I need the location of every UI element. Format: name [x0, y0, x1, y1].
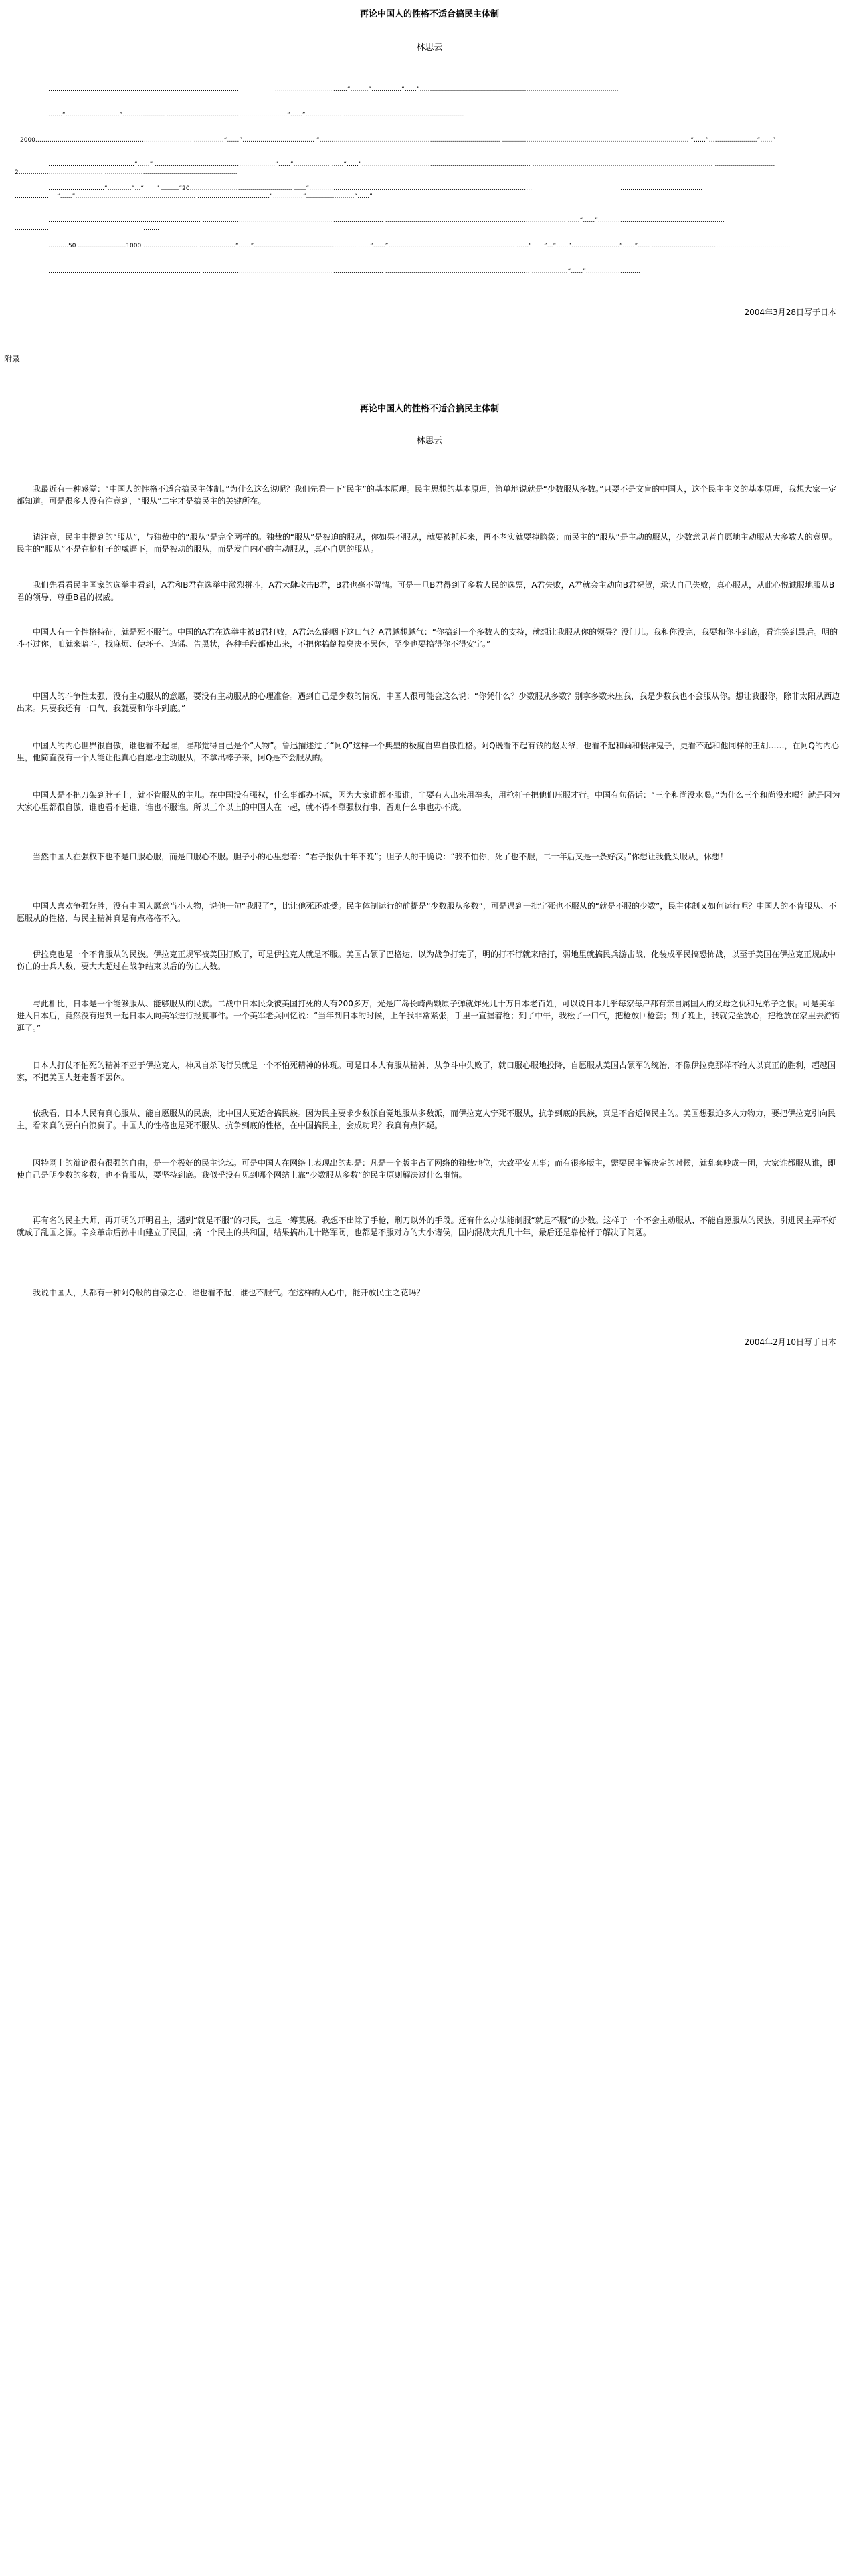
first-title: 再论中国人的性格不适合搞民主体制 [359, 9, 499, 19]
first-author: 林思云 [416, 43, 443, 53]
second-paragraph-4: 中国人有一个性格特征，就是死不服气。中国的A君在选举中被B君打败，A君怎么能咽下这口气？A君越想越气：“你搞到一个多数人的支持，就想让我服从你的领导？没门儿。我和你没完，我要和你斗到底，看谁笑到最后。明的斗不过你，咱就来暗斗，找麻烦、使坏子、造谣、告黑状，各种手段都使出来，不把你搞倒搞臭决不罢休，至少也要搞得你不得安宁。” [17, 627, 838, 649]
second-paragraph-3: 我们先看看民主国家的选举中看到，A君和B君在选举中激烈拼斗，A君大肆攻击B君，B君也毫不留情。可是一旦B君得到了多数人民的选票，A君失败，A君就会主动向B君祝贺，承认自己失败，真心服从，从此心悦诚服地服从B君的领导，尊重B君的权威。 [17, 580, 835, 602]
second-paragraph-8: 当然中国人在强权下也不是口服心服，而是口服心不服。胆子小的心里想着：“君子报仇十年不晚”；胆子大的干脆说：“我不怕你，死了也不服，二十年后又是一条好汉。”你想让我低头服从，休想！ [33, 852, 728, 861]
second-paragraph-14: 因特网上的辩论很有很强的自由，是一个极好的民主论坛。可是中国人在网络上表现出的却是：凡是一个版主占了网络的独裁地位，大致平安无事；而有很多版主，需要民主解决定的时候，就乱套吵成一团，大家谁都服从谁，即使自己是明少数的多数，也不肯服从，要坚持到底。我似乎没有见到哪个网站上靠“少数服从多数”的民主原则解决过什么事情。 [17, 1158, 836, 1180]
first-paragraph-1: ……………………………………………………………………………………………………………… ………………………………“………”……………“……”……………………………………………………………………………………… [20, 86, 619, 93]
second-paragraph-11: 与此相比，日本是一个能够服从、能够服从的民族。二战中日本民众被美国打死的人有200多万，光是广岛长崎两颗原子弹就炸死几十万日本老百姓，可以说日本几乎每家每户都有亲自属国人的父母之仇和兄弟子之恨。可是美军进入日本后，竟然没有遇到一起日本人向美军进行报复事件。一个美军老兵回忆说：“当年到日本的时候，上午我非常紧张，手里一直握着枪；到了中午，我松了一口气，把枪放回枪套；到了晚上，我就完全放心，把枪放在家里去游街逛了。” [17, 999, 840, 1033]
second-paragraph-5: 中国人的斗争性太强，没有主动服从的意愿，要没有主动服从的心理准备。遇到自己是少数的情况，中国人很可能会这么说：“你凭什么？少数服从多数？别拿多数来压我，我是少数我也不会服从你。想让我服你，除非太阳从西边出来。只要我还有一口气，我就要和你斗到底。” [17, 691, 840, 713]
second-paragraph-13: 依我看，日本人民有真心服从、能自愿服从的民族，比中国人更适合搞民族。因为民主要求少数派自觉地服从多数派，而伊拉克人宁死不服从，抗争到底的民族，真是不合适搞民主的。美国想强迫多人力物力，要把伊拉克引向民主，看来真的要白白浪费了。中国人的性格也是死不服从、抗争到底的性格，在中国搞民主，会成功吗？我真有点怀疑。 [17, 1109, 836, 1130]
first-paragraph-3: 2000…………………………………………………………………… ……………“……”……………………………… “……………………………………………………………………………… ………………………………………………………………………………… “……”……………………“……” [20, 137, 775, 144]
second-paragraph-7: 中国人是不把刀架到脖子上，就不肯服从的主儿。在中国没有强权，什么事都办不成，因为大家谁都不服谁，非要有人出来用拳头，用枪杆子把他们压服才行。中国有句俗话：“三个和尚没水喝。”为什么三个和尚没水喝？就是因为大家心里都很自傲，谁也看不起谁，谁也不服谁。所以三个以上的中国人在一起，就不得不靠强权行事，否则什么事也办不成。 [17, 790, 840, 812]
second-paragraph-6: 中国人的内心世界很自傲，谁也看不起谁，谁都觉得自己是个“人物”。鲁迅描述过了“阿Q”这样一个典型的极度自卑自傲性格。阿Q既看不起有钱的赵太爷，也看不起和尚和假洋鬼子，更看不起和他同样的王胡……，在阿Q的内心里，他简直没有一个人能让他真心自愿地主动服从，不拿出棒子来，阿Q是不会服从的。 [17, 741, 840, 762]
first-paragraph-4: …………………………………………………“……” ……………………………………………………“……”……………… ……“……”………………………………………………………………………… ……………………………………………………………………………… …………………………2…………………………………… ………………………………………………………… [15, 161, 775, 176]
first-paragraph-5: ……………………………………“…………”…“……” ………“20…………………………………………… ……“………………………………………………………………………………………………… ………………………………………………………………………… …………………“……”…………………………………………………… ………………………………“……………”……………………“……” [15, 185, 703, 200]
second-paragraph-12: 日本人打仗不怕死的精神不亚于伊拉克人，神风自杀飞行员就是一个不怕死精神的体现。可是日本人有服从精神，从争斗中失败了，就口服心服地投降，自愿服从美国占领军的统治，不像伊拉克那样不给人以真正的胜利，超越国家，不把美国人赶走誓不罢休。 [17, 1061, 836, 1082]
first-paragraph-7: ……………………50 ……………………1000 ……………………… ………………“……”…………………………………………… ……“……”……………………………………………………… ……“……”…“……”……………………“……”…… …………………………………………………………… [20, 243, 791, 249]
second-title: 再论中国人的性格不适合搞民主体制 [359, 404, 499, 414]
second-paragraph-16: 我说中国人，大都有一种阿Q般的自傲之心，谁也看不起，谁也不服气。在这样的人心中，能开放民主之花吗？ [33, 1288, 425, 1297]
second-paragraph-10: 伊拉克也是一个不肯服从的民族。伊拉克正规军被美国打败了，可是伊拉克人就是不服。美国占领了巴格达，以为战争打完了，明的打不行就来暗打，弱地里就搞民兵游击战，化装成平民搞恐怖战，以至于美国在伊拉克正规战中伤亡的士兵人数，要大大超过在战争结束以后的伤亡人数。 [17, 950, 836, 971]
second-paragraph-2: 请注意，民主中提到的“服从”，与独裁中的“服从”是完全两样的。独裁的“服从”是被迫的服从，你如果不服从，就要被抓起来，再不老实就要掉脑袋；而民主的“服从”是主动的服从，少数意见者自愿地主动服从大多数人的意见。民主的“服从”不是在枪杆子的威逼下，而是被动的服从，而是发自内心的主动服从，真心自愿的服从。 [17, 532, 837, 554]
second-author: 林思云 [416, 436, 443, 446]
first-date: 2004年3月28日写于日本 [744, 308, 836, 317]
second-paragraph-15: 再有名的民主大师，再开明的开明君主，遇到“就是不服”的刁民，也是一筹莫展。我想不出除了手枪，刑刀以外的手段。还有什么办法能制服“就是不服”的少数。这样子一个不会主动服从、不能自愿服从的民族，引进民主弄不好就成了乱国之源。辛亥革命后孙中山建立了民国，搞一个民主的共和国，结果搞出几十路军阀，也都是不服对方的大小诸侯，国内混战大乱几十年，最后还是靠枪杆子解决了问题。 [17, 1216, 836, 1237]
second-paragraph-9: 中国人喜欢争强好胜，没有中国人愿意当小人物，说他一句“我服了”，比让他死还难受。民主体制运行的前提是“少数服从多数”，可是遇到一批宁死也不服从的“就是不服的少数”，民主体制又如何运行呢？中国人的不肯服从、不愿服从的性格，与民主精神真是有点格格不入。 [17, 901, 837, 923]
first-paragraph-8: ……………………………………………………………………………… ……………………………………………………………………………… ……………………………………………………………… ………………“……”……………………… [20, 268, 640, 275]
second-date: 2004年2月10日写于日本 [744, 1337, 836, 1347]
second-paragraph-1: 我最近有一种感觉：“中国人的性格不适合搞民主体制。”为什么这么说呢？我们先看一下“民主”的基本原理。民主思想的基本原理，简单地说就是“少数服从多数。”只要不是文盲的中国人，这个民主主义的基本原理，我想大家一定都知道。可是很多人没有注意到，“服从”二字才是搞民主的关键所在。 [17, 484, 837, 506]
first-paragraph-2: …………………“………………………”………………… ……………………………………………………“……”……………… …………………………………………………… [20, 112, 464, 118]
first-paragraph-6: ……………………………………………………………………………… ……………………………………………………………………………… ……………………………………………………………………………… ……“……”……………………………………………………… ……………………………………………………………… [15, 217, 725, 232]
attachment-label: 附录 [4, 354, 21, 364]
